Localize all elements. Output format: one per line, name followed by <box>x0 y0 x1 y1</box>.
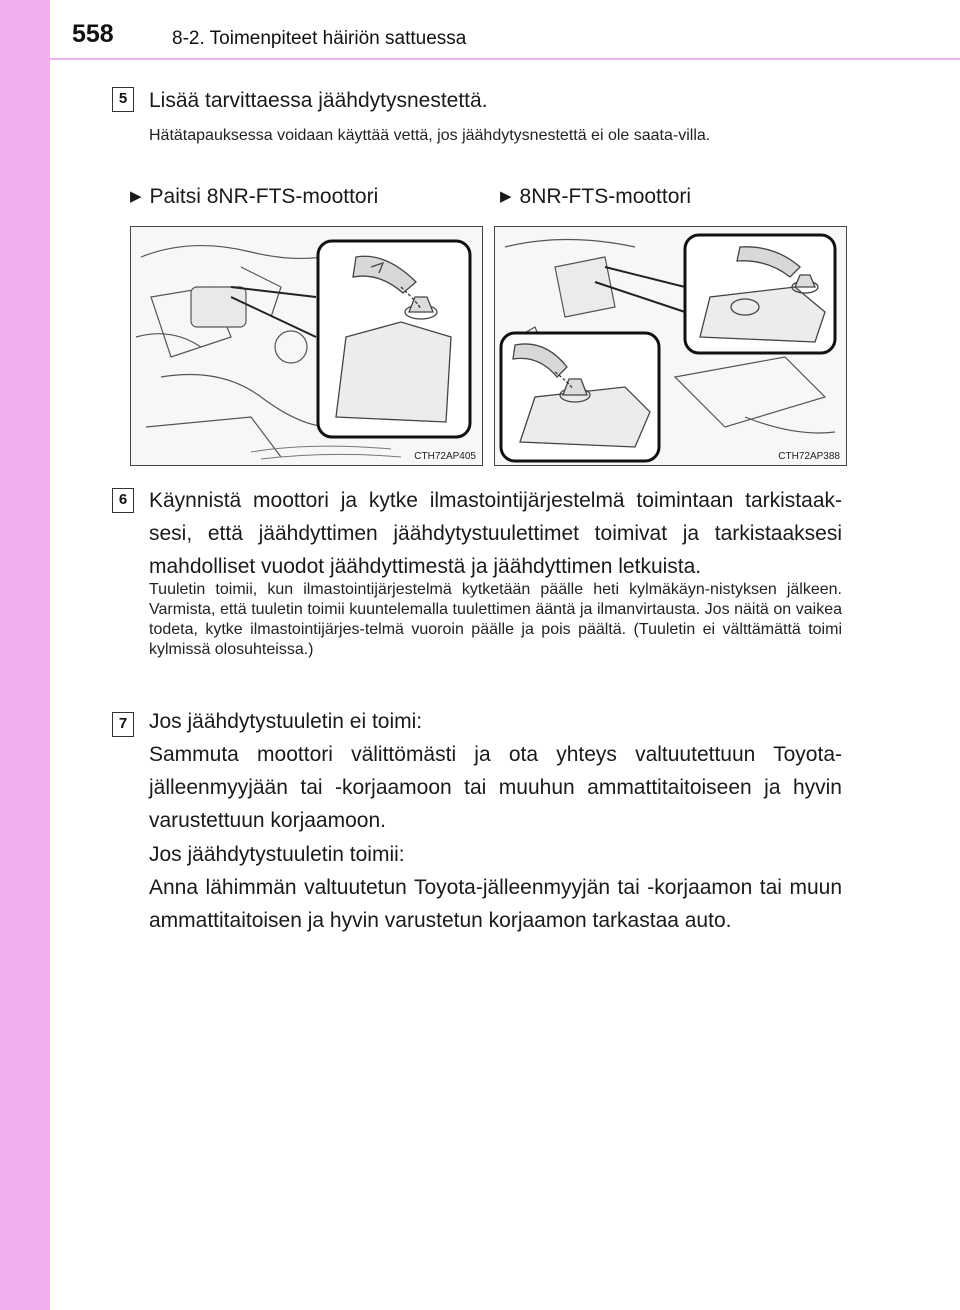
step-badge-6: 6 <box>112 488 134 513</box>
figure-label-left: ▶ Paitsi 8NR-FTS-moottori <box>130 185 379 208</box>
engine-bay-illustration <box>131 227 482 465</box>
step-badge-5: 5 <box>112 87 134 112</box>
arrow-right-icon: ▶ <box>130 188 142 205</box>
arrow-right-icon: ▶ <box>500 188 512 205</box>
chapter-side-tab <box>0 0 50 1310</box>
step-badge-7: 7 <box>112 712 134 737</box>
step-7-line-3: Jos jäähdytystuuletin toimii: <box>149 843 405 866</box>
step-5-note: Hätätapauksessa voidaan käyttää vettä, jos jäähdytysnestettä ei ole saata-villa. <box>149 127 711 144</box>
step-7-line-1: Jos jäähdytystuuletin ei toimi: <box>149 710 423 733</box>
step-6-note: Tuuletin toimii, kun ilmastointijärjestelmä kytketään päälle heti kylmäkäyn-nistyksen jälkeen. Varmista, että tuuletin toimii kuuntelemalla tuulettimen ääntä ja ilmanvirtausta. Jos näitä on vaikea todeta, kytke ilmastointijärjes-telmä vuoroin päälle ja pois päältä. (Tuuletin ei välttämättä toimi kylmissä olosuhteissa.) <box>149 581 842 658</box>
step-5-heading: Lisää tarvittaessa jäähdytysnestettä. <box>149 89 488 112</box>
section-title: 8-2. Toimenpiteet häiriön sattuessa <box>172 28 467 49</box>
engine-bay-illustration <box>495 227 846 465</box>
figure-label-right: ▶ 8NR-FTS-moottori <box>500 185 692 208</box>
figure-code-left: CTH72AP405 <box>414 451 476 462</box>
page-number: 558 <box>72 20 114 48</box>
page-header <box>0 0 960 60</box>
figure-coolant-reservoir-8nr <box>494 226 847 466</box>
figure-coolant-reservoir-standard <box>130 226 483 466</box>
step-7-line-2: Sammuta moottori välittömästi ja ota yhteys valtuutettuun Toyota-jälleenmyyjään tai -korjaamoon tai muuhun ammattitaitoiseen ja hyvin varustettuun korjaamoon. <box>149 743 842 832</box>
figure-code-right: CTH72AP388 <box>778 451 840 462</box>
header-rule <box>50 58 960 60</box>
step-6-heading: Käynnistä moottori ja kytke ilmastointijärjestelmä toimintaan tarkistaak-sesi, että jäähdyttimen jäähdytystuulettimet toimivat ja tarkistaaksesi mahdolliset vuodot jäähdyttimestä ja jäähdyttimen letkuista. <box>149 489 842 578</box>
step-7-line-4: Anna lähimmän valtuutetun Toyota-jälleenmyyjän tai -korjaamon tai muun ammattitaitoisen ja hyvin varustetun korjaamon tarkastaa auto. <box>149 876 842 932</box>
